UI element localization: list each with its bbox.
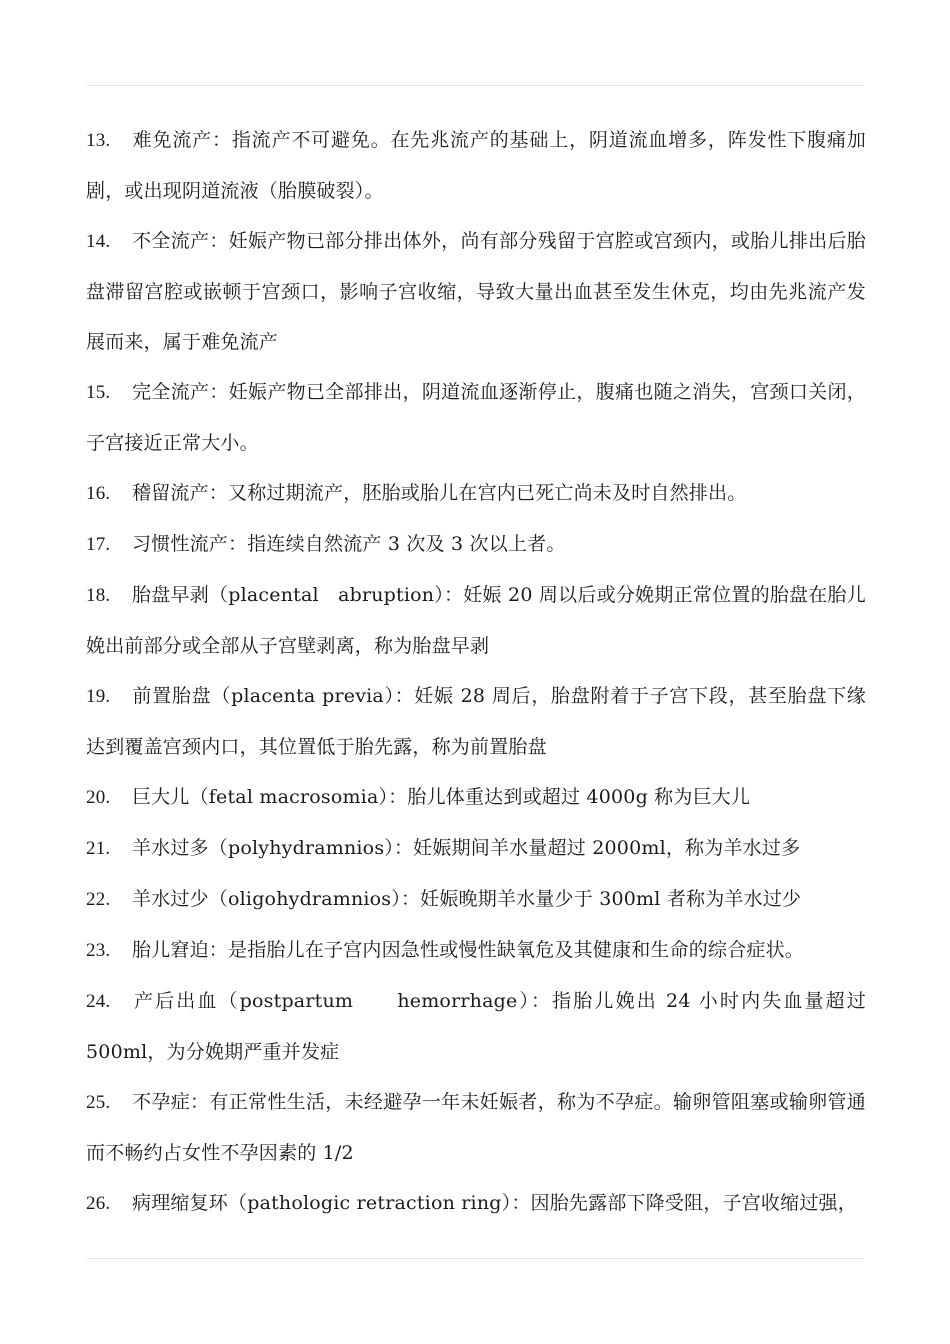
item-number: 22. [86, 889, 111, 910]
item-text: 习惯性流产：指连续自然流产 3 次及 3 次以上者。 [132, 533, 566, 555]
item-text: 不孕症：有正常性生活，未经避孕一年未妊娠者，称为不孕症。输卵管阻塞或输卵管通而不畅约占女性不孕因素的 1/2 [86, 1091, 866, 1164]
item-text: 胎盘早剥（placental abruption）：妊娠 20 周以后或分娩期正常位置的胎盘在胎儿娩出前部分或全部从子宫壁剥离，称为胎盘早剥 [86, 584, 866, 657]
item-text: 羊水过多（polyhydramnios）：妊娠期间羊水量超过 2000ml，称为羊水过多 [132, 837, 801, 859]
list-item-21 [86, 823, 866, 874]
item-number: 26. [86, 1193, 111, 1214]
list-item-26 [86, 1178, 866, 1229]
list-item-22 [86, 874, 866, 925]
list-item-18 [86, 570, 866, 671]
list-item-13 [86, 115, 866, 216]
item-text: 产后出血（postpartum hemorrhage）：指胎儿娩出 24 小时内失血量超过 500ml，为分娩期严重并发症 [86, 990, 866, 1063]
list-item-14 [86, 216, 866, 367]
item-text: 胎儿窘迫：是指胎儿在子宫内因急性或慢性缺氧危及其健康和生命的综合症状。 [132, 939, 805, 961]
list-item-25 [86, 1077, 866, 1178]
item-number: 23. [86, 940, 111, 961]
item-text: 羊水过少（oligohydramnios）：妊娠晚期羊水量少于 300ml 者称为羊水过少 [132, 888, 802, 910]
footer-rule [86, 1258, 864, 1259]
list-item-16 [86, 468, 866, 519]
list-item-24 [86, 976, 866, 1077]
item-number: 20. [86, 787, 111, 808]
item-number: 25. [86, 1092, 111, 1113]
item-text: 不全流产：妊娠产物已部分排出体外，尚有部分残留于宫腔或宫颈内，或胎儿排出后胎盘滞留宫腔或嵌顿于宫颈口，影响子宫收缩，导致大量出血甚至发生休克，均由先兆流产发展而来，属于难免流产 [86, 230, 866, 353]
document-body [86, 115, 866, 1229]
item-number: 16. [86, 483, 111, 504]
item-text: 完全流产：妊娠产物已全部排出，阴道流血逐渐停止，腹痛也随之消失，宫颈口关闭，子宫接近正常大小。 [86, 381, 866, 454]
header-rule [86, 85, 864, 86]
list-item-17 [86, 519, 866, 570]
list-item-23 [86, 925, 866, 976]
item-text: 病理缩复环（pathologic retraction ring）：因胎先露部下降受阻，子宫收缩过强， [132, 1192, 857, 1214]
list-item-15 [86, 367, 866, 468]
list-item-20 [86, 772, 866, 823]
item-number: 14. [86, 231, 111, 252]
item-number: 21. [86, 838, 111, 859]
item-number: 13. [86, 130, 111, 151]
list-item-19 [86, 671, 866, 772]
item-number: 24. [86, 991, 111, 1012]
item-number: 15. [86, 382, 111, 403]
item-text: 巨大儿（fetal macrosomia）：胎儿体重达到或超过 4000g 称为巨大儿 [132, 786, 751, 808]
item-number: 19. [86, 686, 111, 707]
item-text: 前置胎盘（placenta previa）：妊娠 28 周后，胎盘附着于子宫下段，甚至胎盘下缘达到覆盖宫颈内口，其位置低于胎先露，称为前置胎盘 [86, 685, 866, 758]
item-text: 稽留流产：又称过期流产，胚胎或胎儿在宫内已死亡尚未及时自然排出。 [132, 482, 747, 504]
item-number: 17. [86, 534, 111, 555]
item-text: 难免流产：指流产不可避免。在先兆流产的基础上，阴道流血增多，阵发性下腹痛加剧，或出现阴道流液（胎膜破裂）。 [86, 129, 866, 202]
item-number: 18. [86, 585, 111, 606]
